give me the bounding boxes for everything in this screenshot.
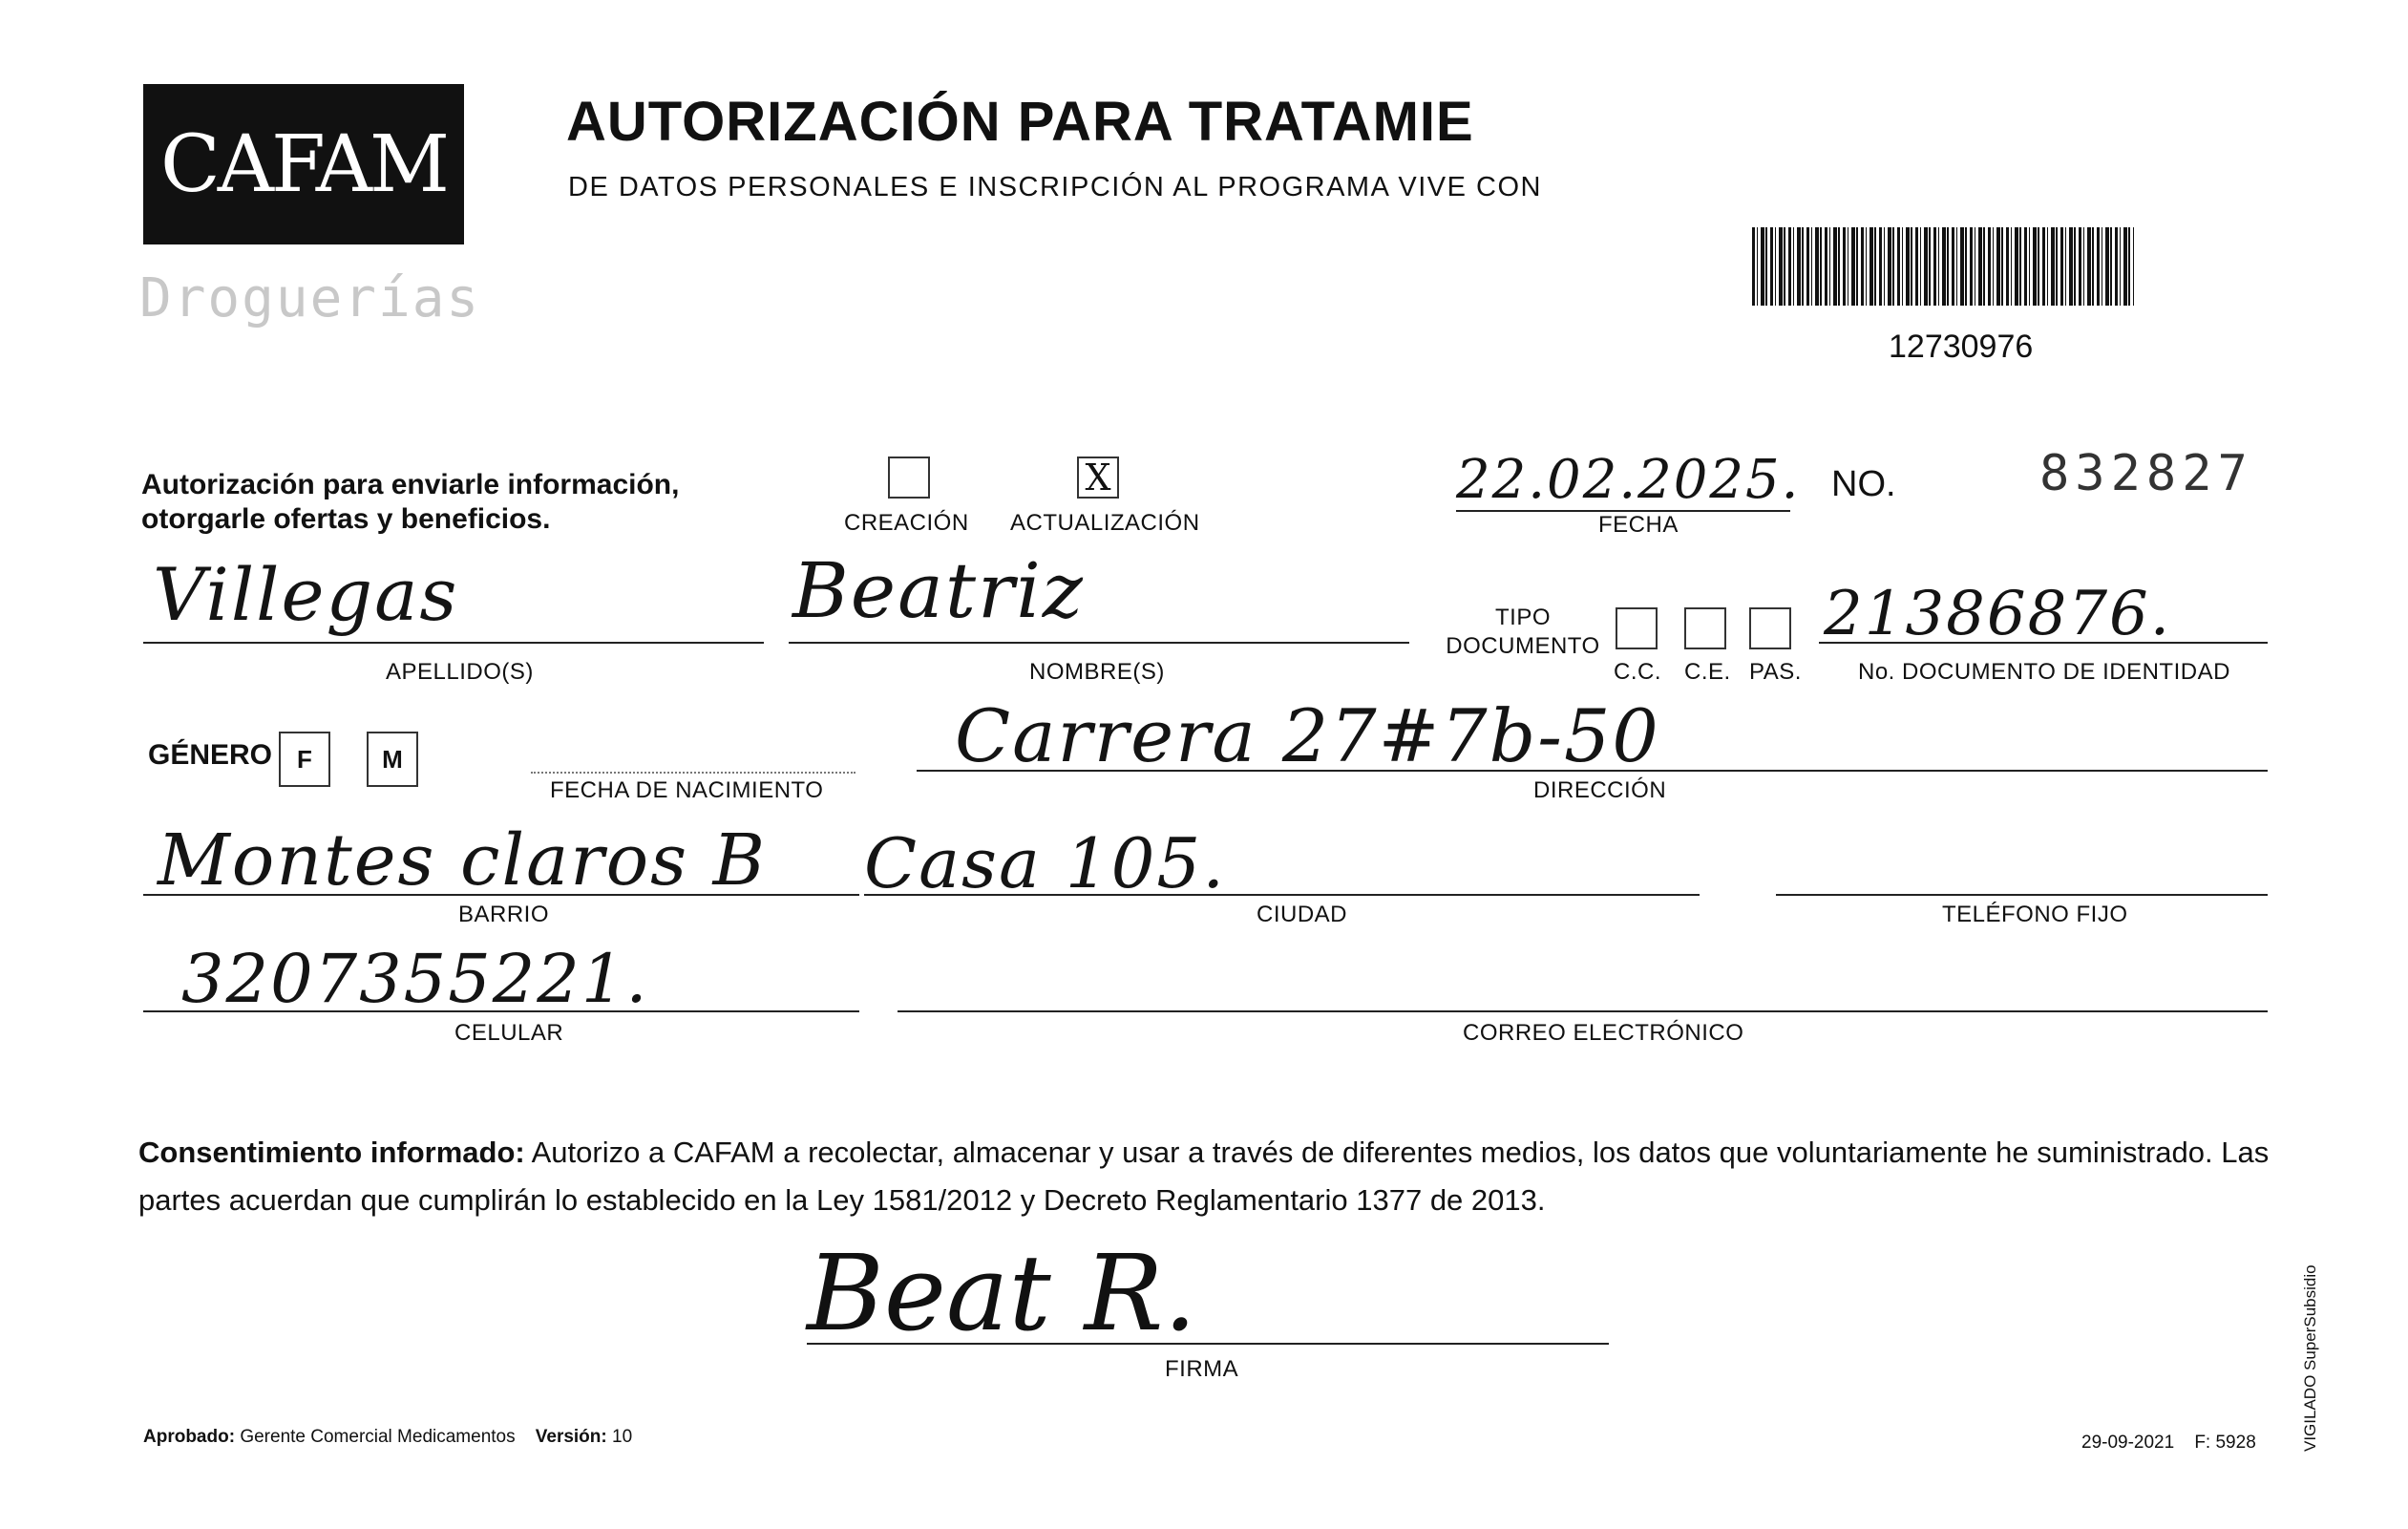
footer-date-code [2081,1433,2256,1454]
form-number: 832827 [2039,445,2253,502]
pas-label: PAS. [1749,659,1802,685]
nombre-line [789,642,1409,644]
cc-label: C.C. [1614,659,1661,685]
signature-value: Beat R. [807,1232,1197,1354]
barrio-line [143,894,859,896]
footer-date: 29-09-2021 [2081,1433,2175,1453]
aprobado-label: Aprobado: [143,1427,236,1447]
barcode-number: 12730976 [1889,329,2034,365]
creacion-checkbox[interactable] [888,457,930,499]
genero-f-checkbox[interactable]: F [279,732,330,787]
celular-value: 3207355221. [181,940,649,1018]
barcode [1752,227,2134,306]
consent-heading: Consentimiento informado: [138,1136,525,1169]
authorization-text: Autorización para enviarle información, otorgarle ofertas y beneficios. [141,469,680,535]
pas-checkbox[interactable] [1749,607,1791,649]
consent-text: Autorizo a CAFAM a recolectar, almacenar y usar a través de diferentes medios, los datos que voluntariamente he suministrado. Las partes acuerdan que cumplirán lo establecido en la Ley 1581/2012 y Decreto Reglamentario 1377 de 2013. [138,1136,2270,1217]
barrio-value: Montes claros B [158,819,768,902]
fecha-nacimiento-label: FECHA DE NACIMIENTO [550,777,824,803]
apellido-label: APELLIDO(S) [386,659,534,685]
direccion-line [917,770,2268,772]
actualizacion-checkbox[interactable]: X [1077,457,1119,499]
genero-label: GÉNERO [148,739,273,771]
actualizacion-label: ACTUALIZACIÓN [1010,510,1200,536]
signature-line [807,1343,1609,1345]
celular-label: CELULAR [454,1020,564,1046]
telefono-line [1776,894,2268,896]
documento-line [1819,642,2268,644]
cafam-logo: CAFAM [143,84,464,244]
version-label: Versión: [535,1427,607,1447]
apellido-line [143,642,764,644]
form-title: AUTORIZACIÓN PARA TRATAMIE [566,91,1474,153]
ciudad-value: Casa 105. [864,823,1227,903]
correo-line [898,1010,2268,1012]
celular-line [143,1010,859,1012]
ciudad-line [864,894,1700,896]
consent-paragraph [138,1129,2277,1224]
ciudad-label: CIUDAD [1257,902,1348,927]
logo-subtext: Droguerías [139,267,481,329]
direccion-label: DIRECCIÓN [1533,777,1667,803]
direccion-value: Carrera 27#7b-50 [955,693,1660,778]
vigilado-text: VIGILADO SuperSubsidio [2301,1264,2319,1452]
nombre-label: NOMBRE(S) [1029,659,1165,685]
telefono-label: TELÉFONO FIJO [1942,902,2128,927]
version-value: 10 [612,1427,633,1447]
fecha-nacimiento-line [531,772,855,774]
cc-checkbox[interactable] [1616,607,1658,649]
tipo-documento-label: TIPO DOCUMENTO [1446,605,1600,659]
barrio-label: BARRIO [458,902,550,927]
documento-value: 21386876. [1824,579,2172,649]
genero-m-checkbox[interactable]: M [367,732,418,787]
ce-checkbox[interactable] [1684,607,1726,649]
nombre-value: Beatriz [792,546,1085,635]
footer-code: F: 5928 [2194,1433,2256,1453]
no-label: NO. [1831,464,1896,504]
correo-label: CORREO ELECTRÓNICO [1463,1020,1744,1046]
signature-label: FIRMA [1165,1356,1239,1382]
footer-approval [143,1427,632,1448]
documento-label: No. DOCUMENTO DE IDENTIDAD [1858,659,2230,685]
creacion-label: CREACIÓN [844,510,969,536]
apellido-value: Villegas [153,552,459,637]
form-subtitle: DE DATOS PERSONALES E INSCRIPCIÓN AL PROGRAMA VIVE CON [568,172,1542,202]
ce-label: C.E. [1684,659,1731,685]
fecha-value: 22.02.2025. [1456,449,1801,511]
aprobado-value: Gerente Comercial Medicamentos [240,1427,516,1447]
fecha-label: FECHA [1598,512,1679,538]
